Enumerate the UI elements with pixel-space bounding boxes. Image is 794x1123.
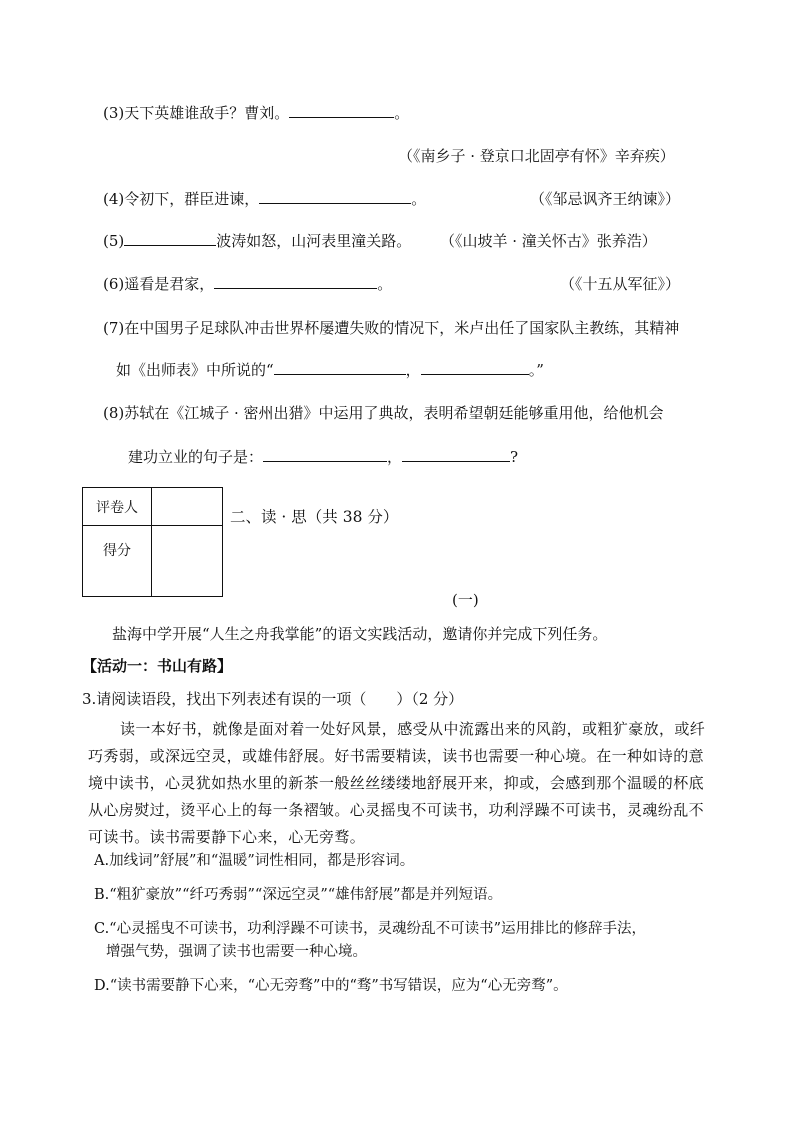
answer-blank[interactable]	[402, 447, 510, 462]
option-a[interactable]: A.加线词”舒展”和“温暖”词性相同，都是形容词。	[94, 853, 415, 869]
reading-passage: 读一本好书，就像是面对着一处好风景，感受从中流露出来的风韵，或粗犷豪放，或纤巧秀弱，或深远空灵，或雄伟舒展。好书需要精读，读书也需要一种心境。在一种如诗的意境中读书，心灵犹如热水里的新茶一般丝丝缕缕地舒展开来，抑或，会感到那个温暖的杯底从心房熨过，烫平心上的每一条褶皱。心灵摇曳不可读书，功利浮躁不可读书，灵魂纷乱不可读书。读书需要静下心来，心无旁骛。	[88, 720, 706, 846]
activity-title: 【活动一：书山有路】	[82, 657, 233, 675]
item-5: (5) 波涛如怒，山河表里潼关路。	[103, 232, 412, 250]
option-d[interactable]: D.“读书需要静下心来，“心无旁骛”中的“骛”书写错误，应为“心无旁骛”。	[94, 978, 568, 994]
intro-text: 盐海中学开展“人生之舟我掌能”的语文实践活动，邀请你并完成下列任务。	[112, 625, 608, 643]
section-title: 二、读 · 思（共 38 分）	[230, 508, 399, 526]
question-3-stem: 3.请阅读语段，找出下列表述有误的一项（ ）（2 分）	[82, 690, 464, 708]
reviewer-label: 评卷人	[83, 488, 152, 526]
item-4: (4)令初下，群臣进谏， 。	[103, 190, 427, 208]
answer-blank[interactable]	[124, 231, 216, 246]
option-c-line1: C.“心灵摇曳不可读书，功利浮躁不可读书，灵魂纷乱不可读书”运用排比的修辞手法，	[94, 921, 647, 937]
option-b[interactable]: B.“粗犷豪放”“纤巧秀弱”“深远空灵”“雄伟舒展”都是并列短语。	[94, 887, 503, 903]
item-8-line2: 建功立业的句子是： ， ?	[128, 448, 519, 466]
item-5-source: （《山坡羊 · 潼关怀古》张养浩）	[440, 232, 657, 250]
answer-blank[interactable]	[421, 360, 529, 375]
item-3-source: （《南乡子 · 登京口北固亭有怀》辛弃疾）	[398, 147, 675, 165]
item-3: (3)天下英雄谁敌手？曹刘。 。	[103, 104, 410, 122]
option-c-line2: 增强气势，强调了读书也需要一种心境。	[106, 944, 367, 960]
score-label: 得分	[83, 526, 152, 597]
answer-blank[interactable]	[259, 189, 411, 204]
option-c[interactable]	[94, 918, 714, 964]
item-8-line1: (8)苏轼在《江城子 · 密州出猎》中运用了典故，表明希望朝廷能够重用他，给他机会	[103, 404, 664, 422]
reviewer-cell[interactable]	[152, 488, 223, 526]
score-table	[82, 487, 223, 597]
answer-blank[interactable]	[274, 360, 406, 375]
part-label: (一)	[452, 591, 479, 609]
item-7-line2: 如《出师表》中所说的“ ， 。”	[116, 361, 544, 379]
item-6-source: （《十五从军征》）	[560, 275, 681, 293]
score-cell[interactable]	[152, 526, 223, 597]
answer-blank[interactable]	[214, 274, 377, 289]
answer-blank[interactable]	[289, 103, 394, 118]
item-6: (6)遥看是君家， 。	[103, 275, 393, 293]
item-4-source: （《邹忌讽齐王纳谏》）	[530, 190, 681, 208]
answer-blank[interactable]	[263, 447, 387, 462]
item-7-line1: (7)在中国男子足球队冲击世界杯屡遭失败的情况下，米卢出任了国家队主教练，其精神	[103, 319, 680, 337]
